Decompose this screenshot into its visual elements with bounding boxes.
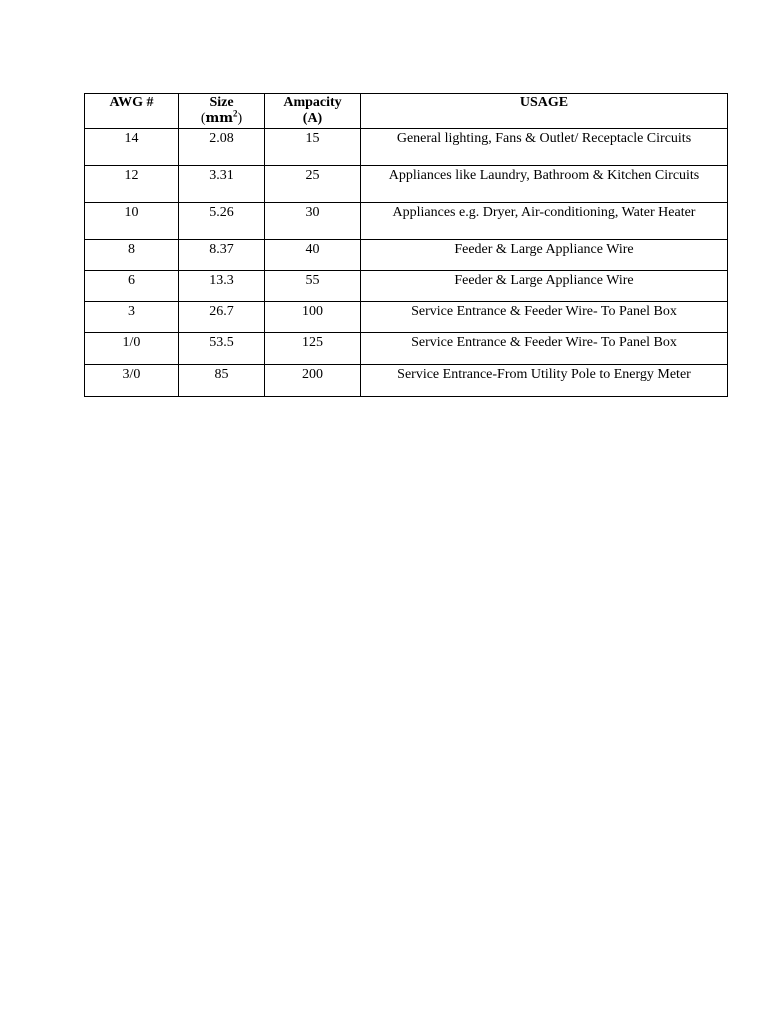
cell-awg: 1/0 <box>85 333 179 365</box>
cell-ampacity: 100 <box>265 302 361 333</box>
cell-awg: 3 <box>85 302 179 333</box>
cell-ampacity: 125 <box>265 333 361 365</box>
table-row <box>85 240 728 271</box>
header-size <box>179 94 265 129</box>
header-size-label: Size <box>209 95 234 110</box>
table-header-row <box>85 94 728 129</box>
cell-ampacity: 40 <box>265 240 361 271</box>
header-awg-label: AWG # <box>109 95 154 110</box>
cell-size: 2.08 <box>179 129 265 166</box>
cell-ampacity: 30 <box>265 203 361 240</box>
cell-size: 5.26 <box>179 203 265 240</box>
size-unit-open: ( <box>200 111 206 126</box>
cell-awg: 10 <box>85 203 179 240</box>
cell-awg: 6 <box>85 271 179 302</box>
table-row <box>85 166 728 203</box>
wire-gauge-table <box>84 93 728 397</box>
cell-usage: Feeder & Large Appliance Wire <box>361 271 728 302</box>
cell-size: 3.31 <box>179 166 265 203</box>
cell-ampacity: 55 <box>265 271 361 302</box>
cell-usage: Feeder & Large Appliance Wire <box>361 240 728 271</box>
cell-size: 53.5 <box>179 333 265 365</box>
cell-awg: 8 <box>85 240 179 271</box>
table-row <box>85 333 728 365</box>
header-usage-label: USAGE <box>519 95 569 110</box>
header-ampacity <box>265 94 361 129</box>
cell-usage: General lighting, Fans & Outlet/ Receptacle Circuits <box>361 129 728 166</box>
size-unit-close: ) <box>237 111 243 126</box>
cell-size: 26.7 <box>179 302 265 333</box>
cell-awg: 14 <box>85 129 179 166</box>
cell-ampacity: 25 <box>265 166 361 203</box>
table-row <box>85 203 728 240</box>
cell-awg: 3/0 <box>85 365 179 397</box>
header-ampacity-label: Ampacity <box>283 95 342 110</box>
cell-ampacity: 15 <box>265 129 361 166</box>
header-usage <box>361 94 728 129</box>
cell-usage: Appliances e.g. Dryer, Air-conditioning, Water Heater <box>361 203 728 240</box>
size-unit-mm: mm <box>205 111 233 126</box>
cell-ampacity: 200 <box>265 365 361 397</box>
cell-size: 8.37 <box>179 240 265 271</box>
cell-size: 85 <box>179 365 265 397</box>
cell-usage: Service Entrance & Feeder Wire- To Panel Box <box>361 302 728 333</box>
header-awg <box>85 94 179 129</box>
cell-usage: Appliances like Laundry, Bathroom & Kitchen Circuits <box>361 166 728 203</box>
header-size-unit <box>183 108 260 127</box>
size-unit-exponent: 2 <box>233 108 238 119</box>
table-row <box>85 365 728 397</box>
cell-awg: 12 <box>85 166 179 203</box>
table-row <box>85 129 728 166</box>
cell-usage: Service Entrance-From Utility Pole to Energy Meter <box>361 365 728 397</box>
header-ampacity-unit: (A) <box>302 111 323 126</box>
table-row <box>85 302 728 333</box>
table-row <box>85 271 728 302</box>
cell-usage: Service Entrance & Feeder Wire- To Panel Box <box>361 333 728 365</box>
cell-size: 13.3 <box>179 271 265 302</box>
